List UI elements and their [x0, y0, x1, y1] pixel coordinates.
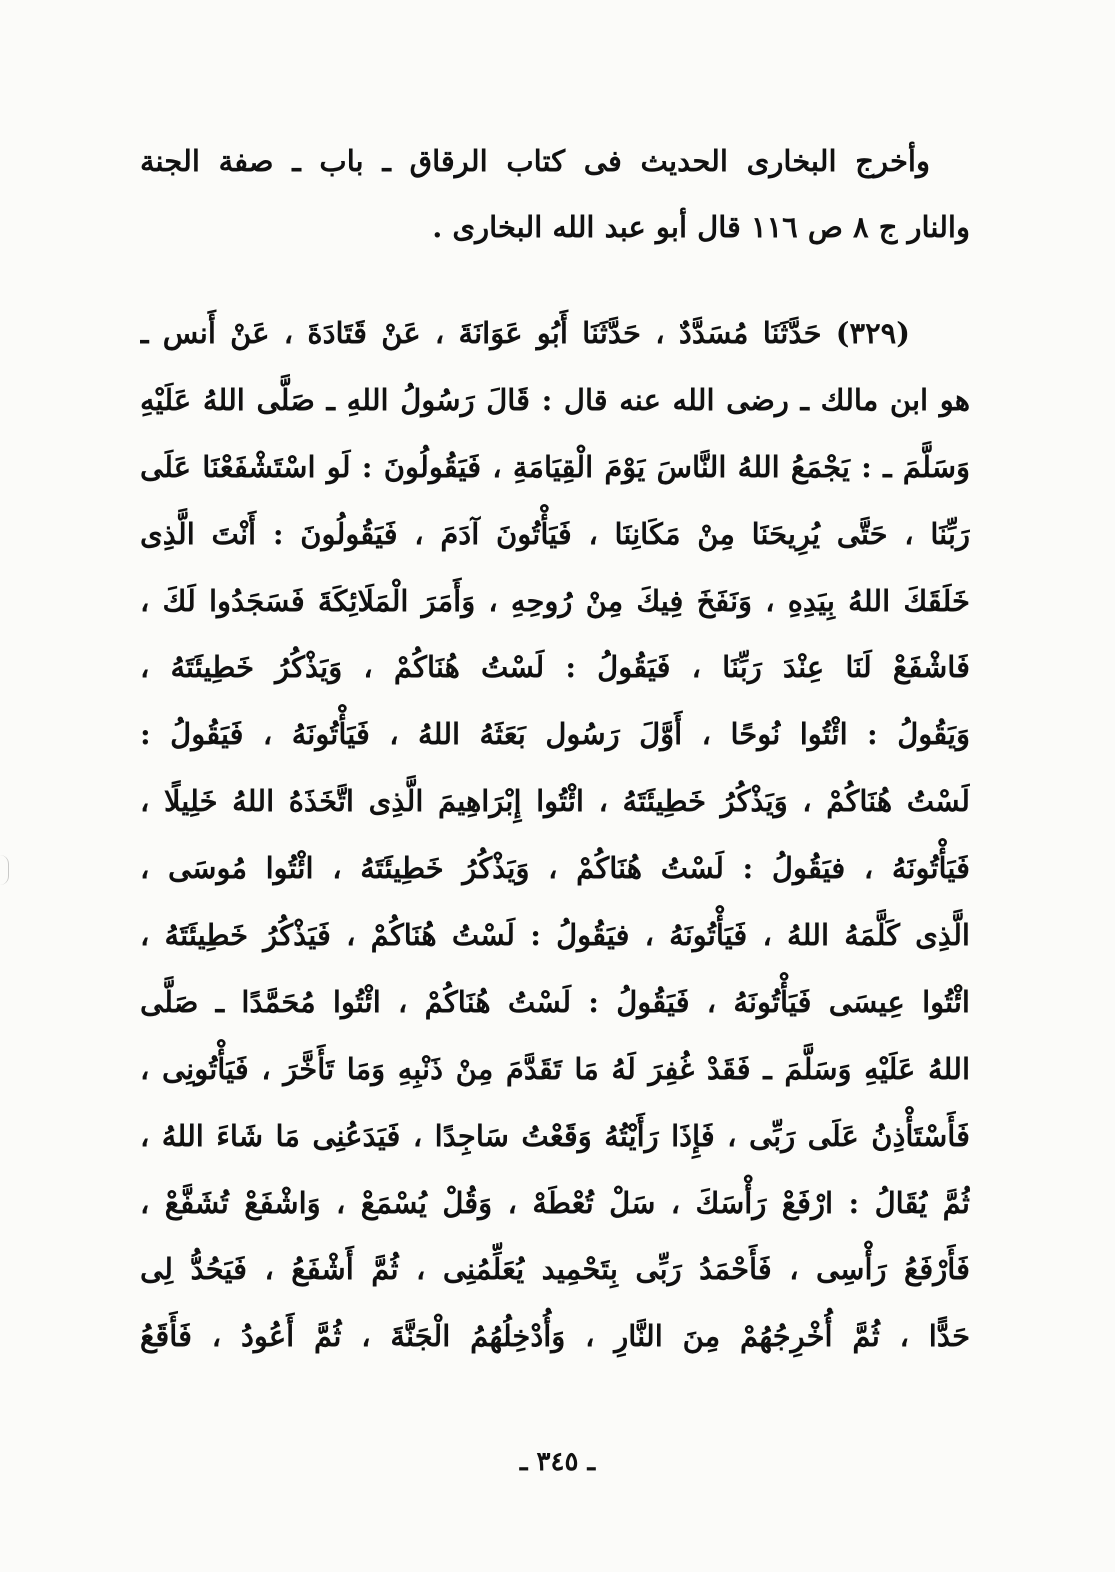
hadith-line: الَّذِى كَلَّمَهُ اللهُ ، فَيَأْتُونَهُ ، فيَقُولُ : لَسْتُ هُنَاكُمْ ، فَيَذْكُرُ خَطِيئَتَهُ ، [140, 918, 970, 953]
hadith-line: وَيَقُولُ : ائْتُوا نُوحًا ، أَوَّلَ رَسُول بَعَثَهُ اللهُ ، فَيَأْتُونَهُ ، فَيَقُولُ : [140, 717, 970, 752]
hadith-line: (٣٢٩) حَدَّثَنَا مُسَدَّدٌ ، حَدَّثَنَا أَبُو عَوَانَةَ ، عَنْ قَتَادَةَ ، عَنْ أَنس ـ [140, 316, 910, 350]
intro-line: والنار ج ٨ ص ١١٦ قال أبو عبد الله البخارى . [432, 210, 970, 244]
hadith-line: وَسَلَّمَ ـ : يَجْمَعُ اللهُ النَّاسَ يَوْمَ الْقِيَامَةِ ، فَيَقُولُونَ : لَو اسْتَشْفَعْنَا عَلَى [140, 449, 970, 484]
intro-line: وأخرج البخارى الحديث فى كتاب الرقاق ـ باب ـ صفة الجنة [140, 144, 930, 178]
page-number: ـ ٣٤٥ ـ [519, 1447, 596, 1477]
hadith-line: فَأَرْفَعُ رَأْسِى ، فَأَحْمَدُ رَبِّى بِتَحْمِيد يُعَلِّمُنِى ، ثُمَّ أَشْفَعُ ، فَيَحُدُّ لِى [140, 1252, 970, 1287]
hadith-line: فَأَسْتَأْذِنُ عَلَى رَبِّى ، فَإِذَا رَأَيْتُهُ وَقَعْتُ سَاجِدًا ، فَيَدَعُنِى مَا شَاءَ اللهُ ، [140, 1118, 970, 1153]
hadith-line: ثُمَّ يُقَالُ : ارْفَعْ رَأْسَكَ ، سَلْ تُعْطَهْ ، وَقُلْ يُسْمَعْ ، وَاشْفَعْ تُشَفَّعْ ، [140, 1185, 970, 1220]
hadith-line: حَدًّا ، ثُمَّ أُخْرِجُهُمْ مِنَ النَّارِ ، وَأُدْخِلُهُمُ الْجَنَّةَ ، ثُمَّ أَعُودُ ، فَأَقَعُ [140, 1319, 970, 1354]
hadith-line: لَسْتُ هُنَاكُمْ ، وَيَذْكُرُ خَطِيئَتَهُ ، ائْتُوا إِبْرَاهِيمَ الَّذِى اتَّخَذَهُ اللهُ خَلِيلًا ، [140, 784, 970, 819]
intro-paragraph [140, 128, 970, 260]
page-edge-mark [0, 855, 9, 885]
hadith-paragraph [140, 300, 970, 1370]
hadith-line: فَيَأْتُونَهُ ، فيَقُولُ : لَسْتُ هُنَاكُمْ ، وَيَذْكُرُ خَطِيئَتَهُ ، ائْتُوا مُوسَى ، [140, 851, 970, 886]
hadith-line: ائْتُوا عِيسَى فَيَأْتُونَهُ ، فَيَقُولُ : لَسْتُ هُنَاكُمْ ، ائْتُوا مُحَمَّدًا ـ صَلَّى [140, 984, 970, 1019]
hadith-line: اللهُ عَلَيْهِ وَسَلَّمَ ـ فَقَدْ غُفِرَ لَهُ مَا تَقَدَّمَ مِنْ ذَنْبِهِ وَمَا تَأَخَّرَ ، فَيَأْتُونِى ، [140, 1051, 970, 1086]
hadith-line: خَلَقَكَ اللهُ بِيَدِهِ ، وَنَفَخَ فِيكَ مِنْ رُوحِهِ ، وَأَمَرَ الْمَلَائِكَةَ فَسَجَدُوا لَكَ ، [140, 583, 970, 618]
hadith-line: رَبِّنَا ، حَتَّى يُرِيحَنَا مِنْ مَكَانِنَا ، فَيَأْتُونَ آدَمَ ، فَيَقُولُونَ : أَنْتَ الَّذِى [140, 516, 970, 551]
hadith-line: هو ابن مالك ـ رضى الله عنه قال : قَالَ رَسُولُ اللهِ ـ صَلَّى اللهُ عَلَيْهِ [140, 382, 970, 417]
hadith-line: فَاشْفَعْ لَنَا عِنْدَ رَبِّنَا ، فَيَقُولُ : لَسْتُ هُنَاكُمْ ، وَيَذْكُرُ خَطِيئَتَهُ ، [140, 650, 970, 685]
